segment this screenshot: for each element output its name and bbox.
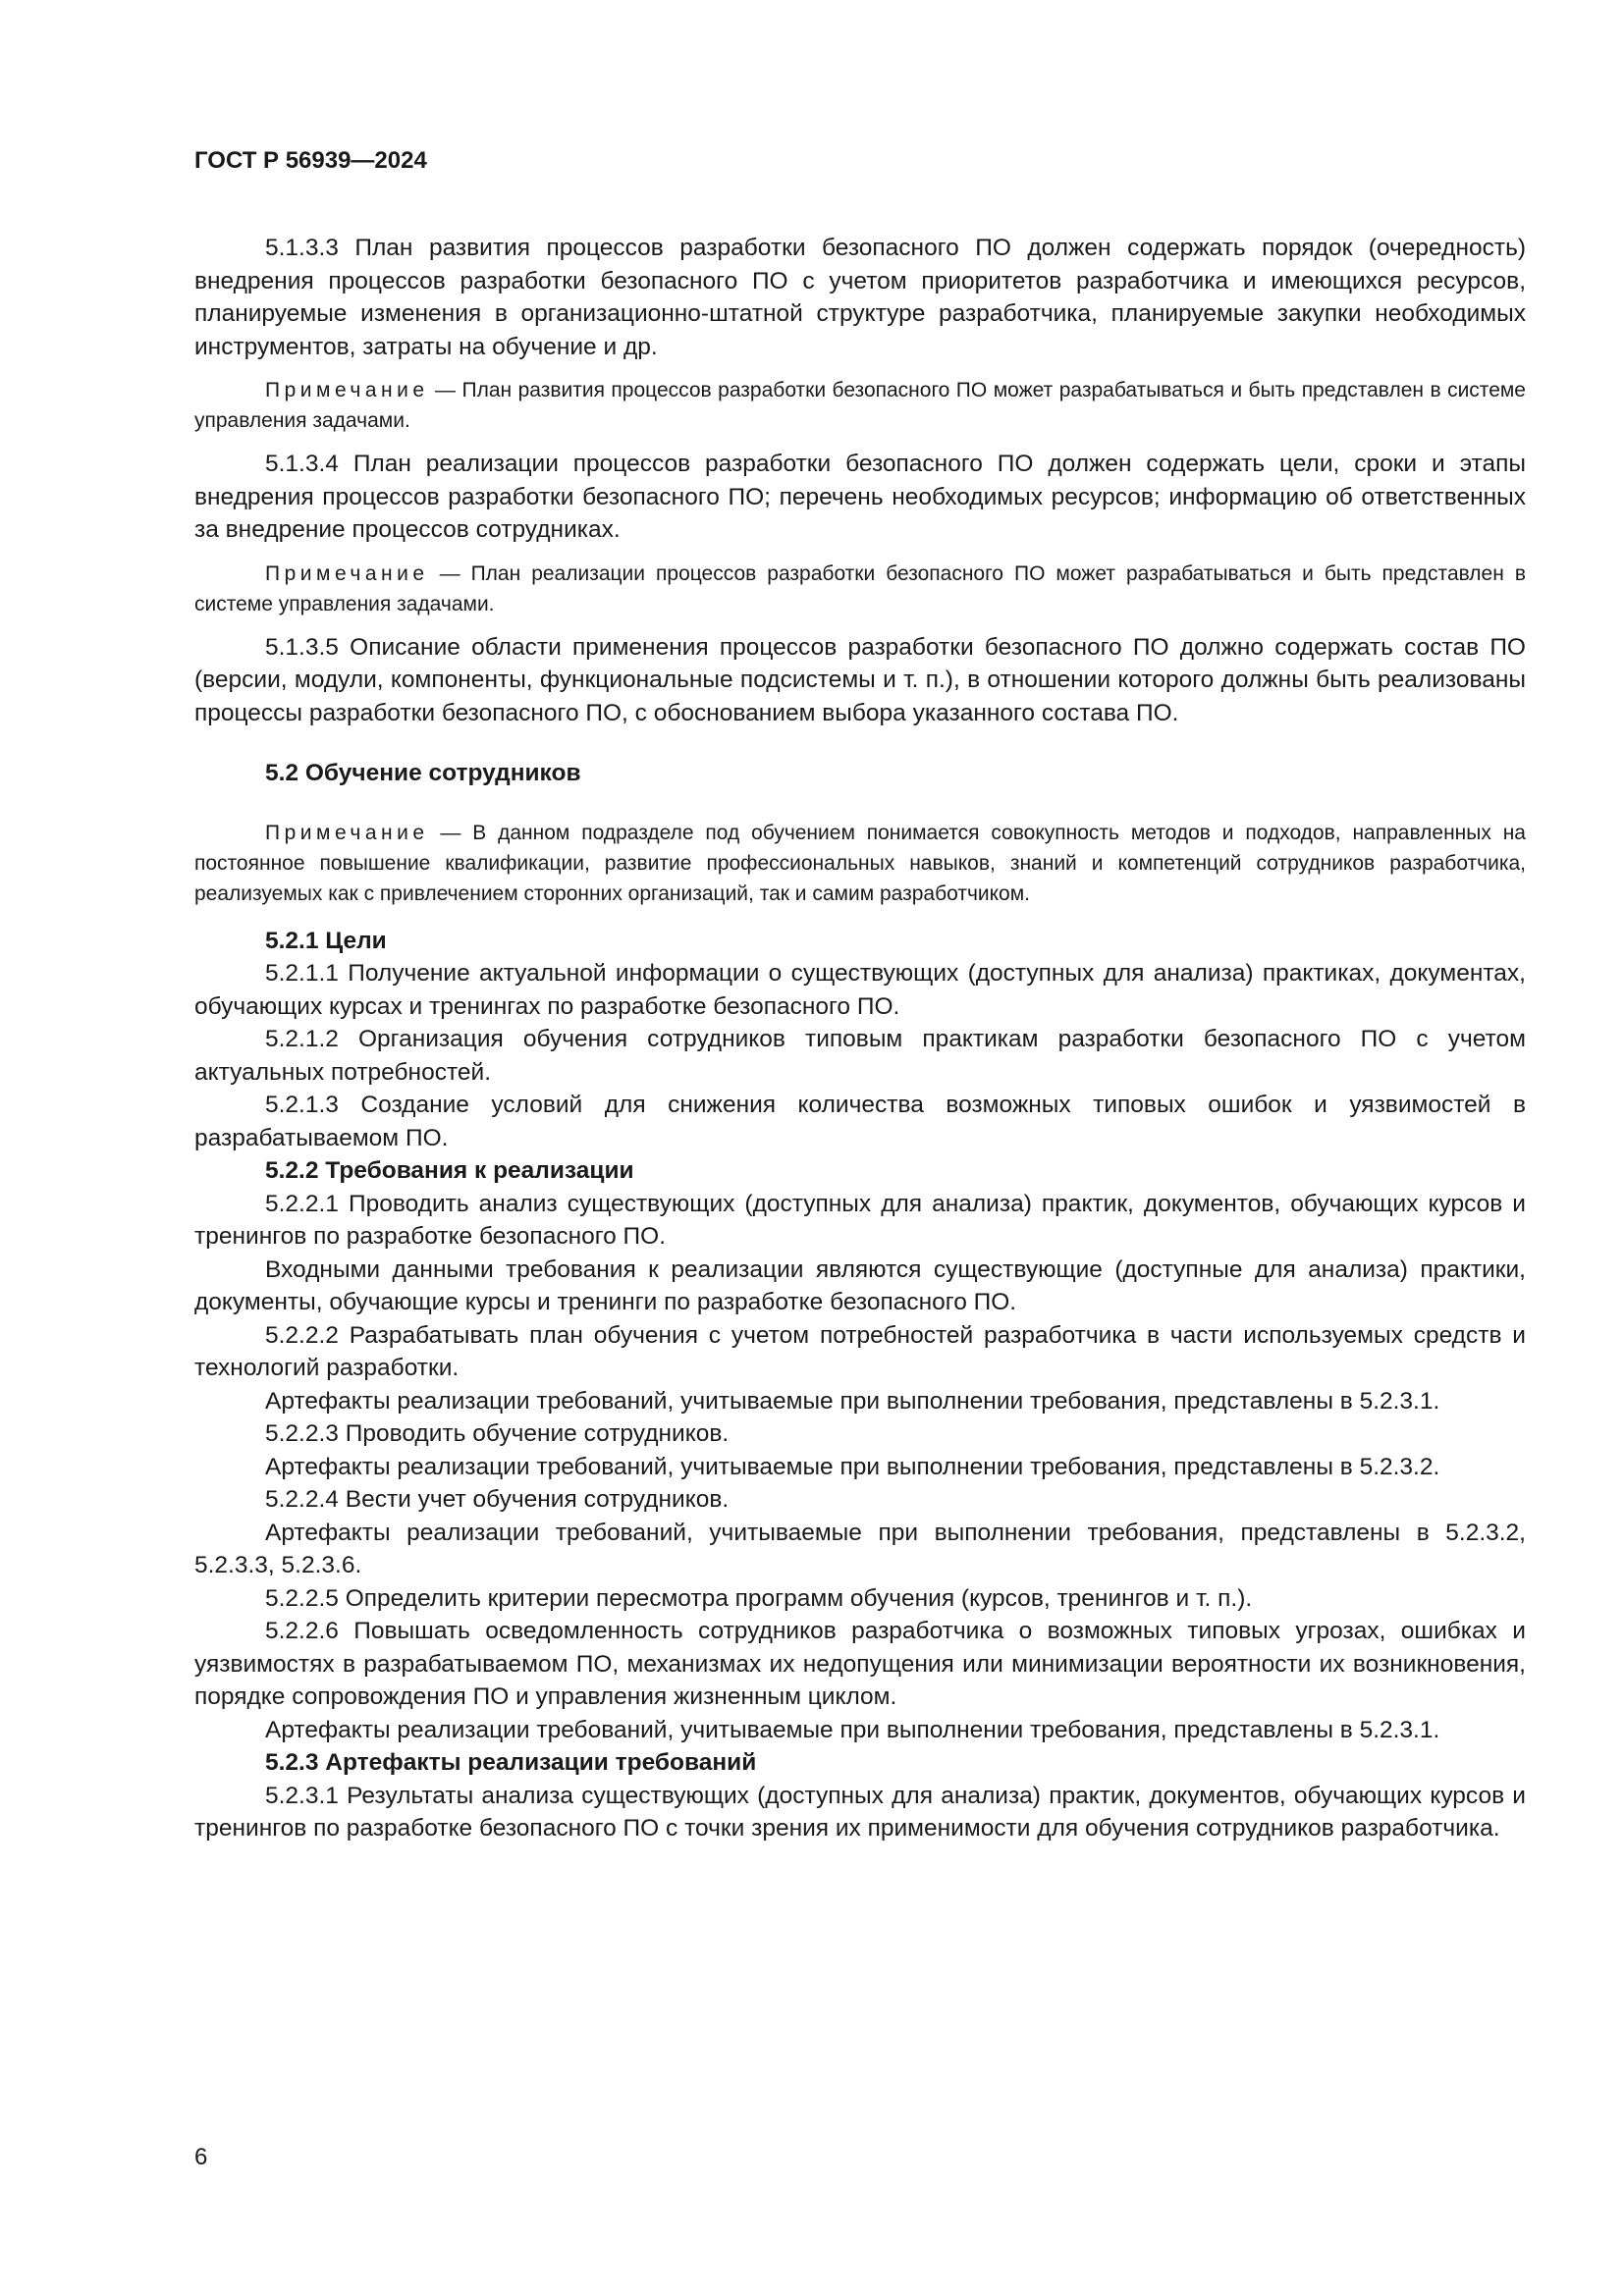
paragraph-5-2-2-6: 5.2.2.6 Повышать осведомленность сотрудников разработчика о возможных типовых угрозах, ошибках и уязвимостях в разрабатываемом ПО, механизмах их недопущения или минимизации вероятности их возникновения, порядке сопровождения ПО и управления жизненным циклом. bbox=[194, 1618, 1526, 1710]
paragraph-5-2-2-5: 5.2.2.5 Определить критерии пересмотра программ обучения (курсов, тренингов и т. п.). bbox=[265, 1584, 1253, 1612]
paragraph-5-1-3-3: 5.1.3.3 План развития процессов разработки безопасного ПО должен содержать порядок (очередность) внедрения процессов разработки безопасного ПО с учетом приоритетов разработчика и имеющихся ресурсов, планируемые изменения в организационно-штатной структуре разработчика, планируемые закупки необходимых инструментов, затраты на обучение и др. bbox=[194, 235, 1526, 360]
note-plan-implementation bbox=[194, 559, 1526, 619]
document-page bbox=[194, 147, 1526, 1845]
document-code: ГОСТ Р 56939—2024 bbox=[194, 147, 427, 174]
note-training-definition bbox=[194, 818, 1526, 909]
paragraph-5-2-2-2-artifacts: Артефакты реализации требований, учитываемые при выполнении требования, представлены в 5.2.3.1. bbox=[265, 1387, 1440, 1415]
note-text: — В данном подразделе под обучением понимается совокупность методов и подходов, направленных на постоянное повышение квалификации, развитие профессиональных навыков, знаний и компетенций сотрудников разработчика, реализуемых как с привлечением сторонних организаций, так и самим разработчиком. bbox=[194, 821, 1526, 905]
paragraph-5-2-2-3: 5.2.2.3 Проводить обучение сотрудников. bbox=[265, 1420, 730, 1447]
paragraph-5-2-2-4: 5.2.2.4 Вести учет обучения сотрудников. bbox=[265, 1486, 730, 1513]
heading-5-2: 5.2 Обучение сотрудников bbox=[265, 760, 581, 786]
heading-5-2-2: 5.2.2 Требования к реализации bbox=[265, 1157, 634, 1184]
paragraph-5-1-3-4: 5.1.3.4 План реализации процессов разработки безопасного ПО должен содержать цели, сроки и этапы внедрения процессов разработки безопасного ПО; перечень необходимых ресурсов; информацию об ответственных за внедрение процессов сотрудниках. bbox=[194, 451, 1526, 543]
note-plan-development bbox=[194, 375, 1526, 436]
note-text: — План реализации процессов разработки безопасного ПО может разрабатываться и быть представлен в системе управления задачами. bbox=[194, 561, 1526, 615]
paragraph-5-2-2-6-artifacts: Артефакты реализации требований, учитываемые при выполнении требования, представлены в 5.2.3.1. bbox=[265, 1716, 1440, 1743]
note-text: — План развития процессов разработки безопасного ПО может разрабатываться и быть представлен в системе управления задачами. bbox=[194, 379, 1526, 432]
paragraph-5-2-2-1: 5.2.2.1 Проводить анализ существующих (доступных для анализа) практик, документов, обучающих курсов и тренингов по разработке безопасного ПО. bbox=[194, 1190, 1526, 1250]
paragraph-5-2-1-2: 5.2.1.2 Организация обучения сотрудников типовым практикам разработки безопасного ПО с учетом актуальных потребностей. bbox=[194, 1026, 1526, 1086]
paragraph-5-2-3-1: 5.2.3.1 Результаты анализа существующих (доступных для анализа) практик, документов, обучающих курсов и тренингов по разработке безопасного ПО с точки зрения их применимости для обучения сотрудников разработчика. bbox=[194, 1782, 1526, 1842]
note-label: Примечание bbox=[265, 379, 429, 401]
note-label: Примечание bbox=[265, 821, 429, 844]
paragraph-5-2-1-1: 5.2.1.1 Получение актуальной информации о существующих (доступных для анализа) практиках, документах, обучающих курсах и тренингах по разработке безопасного ПО. bbox=[194, 960, 1526, 1020]
paragraph-5-2-2-1-input: Входными данными требования к реализации являются существующие (доступные для анализа) практики, документы, обучающие курсы и тренинги по разработке безопасного ПО. bbox=[194, 1255, 1526, 1315]
heading-5-2-3: 5.2.3 Артефакты реализации требований bbox=[265, 1749, 757, 1776]
paragraph-5-2-2-3-artifacts: Артефакты реализации требований, учитываемые при выполнении требования, представлены в 5.2.3.2. bbox=[265, 1453, 1440, 1480]
paragraph-5-2-2-4-artifacts: Артефакты реализации требований, учитываемые при выполнении требования, представлены в 5.2.3.2, 5.2.3.3, 5.2.3.6. bbox=[194, 1519, 1526, 1578]
paragraph-5-2-2-2: 5.2.2.2 Разрабатывать план обучения с учетом потребностей разработчика в части используемых средств и технологий разработки. bbox=[194, 1321, 1526, 1381]
paragraph-5-1-3-5: 5.1.3.5 Описание области применения процессов разработки безопасного ПО должно содержать состав ПО (версии, модули, компоненты, функциональные подсистемы и т. п.), в отношении которого должны быть реализованы процессы разработки безопасного ПО, с обоснованием выбора указанного состава ПО. bbox=[194, 633, 1526, 726]
note-label: Примечание bbox=[265, 561, 429, 585]
heading-5-2-1: 5.2.1 Цели bbox=[265, 927, 387, 954]
page-number: 6 bbox=[194, 2144, 208, 2170]
paragraph-5-2-1-3: 5.2.1.3 Создание условий для снижения количества возможных типовых ошибок и уязвимостей в разрабатываемом ПО. bbox=[194, 1092, 1526, 1151]
